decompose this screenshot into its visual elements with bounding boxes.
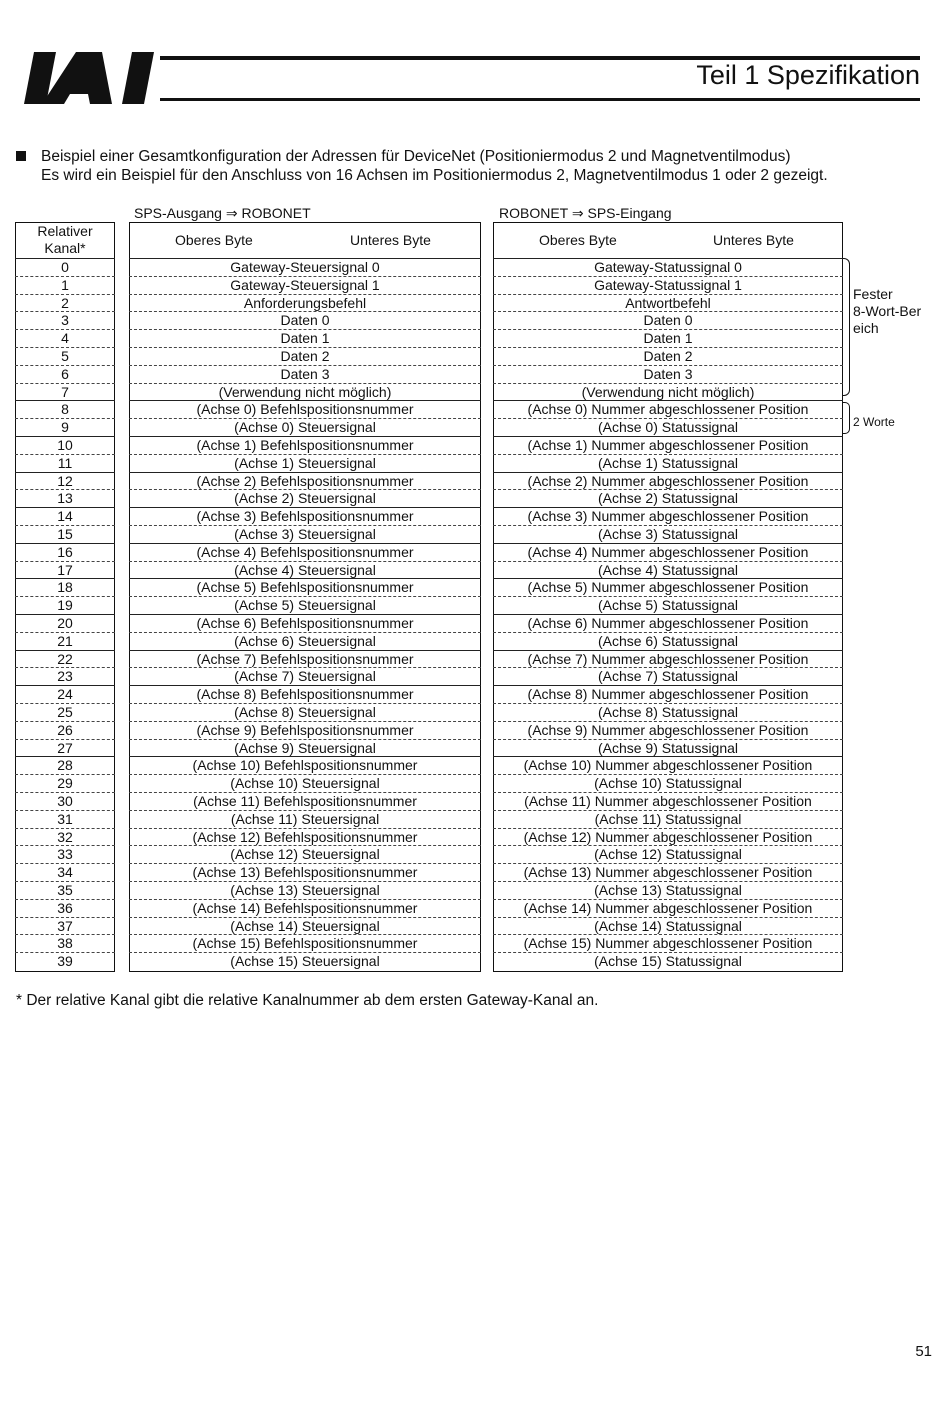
- output-cell: (Achse 11) Befehlspositionsnummer: [129, 792, 481, 810]
- output-cell: (Achse 4) Befehlspositionsnummer: [129, 543, 481, 561]
- input-cell: (Achse 12) Statussignal: [493, 845, 843, 863]
- input-cell: (Achse 15) Statussignal: [493, 952, 843, 970]
- input-cell: Daten 0: [493, 311, 843, 329]
- channel-header: Relativer Kanal*: [37, 223, 93, 256]
- output-cell: (Achse 12) Steuersignal: [129, 845, 481, 863]
- channel-cell: 18: [15, 578, 115, 596]
- channel-cell: 3: [15, 311, 115, 329]
- output-cell: (Achse 0) Befehlspositionsnummer: [129, 400, 481, 418]
- channel-cell: 35: [15, 881, 115, 899]
- channel-cell: 8: [15, 400, 115, 418]
- channel-cell: 16: [15, 543, 115, 561]
- output-cell: (Achse 3) Befehlspositionsnummer: [129, 507, 481, 525]
- input-cell: (Achse 13) Statussignal: [493, 881, 843, 899]
- output-cell: (Achse 9) Befehlspositionsnummer: [129, 721, 481, 739]
- output-cell: (Achse 14) Steuersignal: [129, 917, 481, 935]
- channel-cell: 27: [15, 739, 115, 757]
- input-cell: (Achse 6) Statussignal: [493, 632, 843, 650]
- output-cell: (Achse 5) Steuersignal: [129, 596, 481, 614]
- output-cell: (Achse 9) Steuersignal: [129, 739, 481, 757]
- intro-line-2: Es wird ein Beispiel für den Anschluss von 16 Achsen im Positioniermodus 2, Magnetventilmodus 1 oder 2 gezeigt.: [41, 167, 828, 184]
- input-cell: (Achse 11) Statussignal: [493, 810, 843, 828]
- header-rule-bottom: [160, 98, 920, 101]
- input-cell: (Achse 8) Statussignal: [493, 703, 843, 721]
- output-lower-byte-header: Unteres Byte: [350, 232, 431, 248]
- channel-cell: 38: [15, 934, 115, 952]
- channel-cell: 20: [15, 614, 115, 632]
- output-cell: (Achse 7) Steuersignal: [129, 667, 481, 685]
- page-title: Teil 1 Spezifikation: [696, 60, 920, 90]
- two-words-bracket: [843, 402, 850, 434]
- right-group-label: ROBONET ⇒ SPS-Eingang: [499, 205, 672, 221]
- iai-logo-graphic: [24, 52, 164, 104]
- channel-cell: 32: [15, 828, 115, 846]
- input-cell: (Achse 14) Statussignal: [493, 917, 843, 935]
- output-cell: (Achse 15) Befehlspositionsnummer: [129, 934, 481, 952]
- channel-cell: 36: [15, 899, 115, 917]
- input-cell: (Achse 9) Statussignal: [493, 739, 843, 757]
- output-upper-byte-header: Oberes Byte: [175, 232, 253, 248]
- input-cell: (Achse 2) Nummer abgeschlossener Position: [493, 472, 843, 490]
- channel-cell: 30: [15, 792, 115, 810]
- input-cell: (Achse 9) Nummer abgeschlossener Position: [493, 721, 843, 739]
- input-cell: Daten 1: [493, 329, 843, 347]
- output-cell: Daten 1: [129, 329, 481, 347]
- fester-label: Fester 8-Wort-Ber eich: [853, 286, 922, 336]
- channel-cell: 7: [15, 383, 115, 401]
- input-cell: (Verwendung nicht möglich): [493, 383, 843, 401]
- input-cell: (Achse 10) Statussignal: [493, 774, 843, 792]
- output-cell: (Achse 13) Befehlspositionsnummer: [129, 863, 481, 881]
- channel-cell: 22: [15, 650, 115, 668]
- channel-cell: 34: [15, 863, 115, 881]
- channel-cell: 23: [15, 667, 115, 685]
- channel-cell: 0: [15, 258, 115, 276]
- input-cell: (Achse 5) Nummer abgeschlossener Position: [493, 578, 843, 596]
- input-cell: (Achse 13) Nummer abgeschlossener Position: [493, 863, 843, 881]
- channel-cell: 1: [15, 276, 115, 294]
- input-cell: (Achse 10) Nummer abgeschlossener Position: [493, 756, 843, 774]
- input-upper-byte-header: Oberes Byte: [539, 232, 617, 248]
- output-cell: (Achse 6) Steuersignal: [129, 632, 481, 650]
- intro-text: [41, 147, 828, 185]
- channel-cell: 28: [15, 756, 115, 774]
- input-cell: (Achse 3) Nummer abgeschlossener Position: [493, 507, 843, 525]
- channel-cell: 14: [15, 507, 115, 525]
- output-cell: (Achse 2) Steuersignal: [129, 489, 481, 507]
- channel-cell: 24: [15, 685, 115, 703]
- channel-cell: 25: [15, 703, 115, 721]
- input-cell: Daten 2: [493, 347, 843, 365]
- input-cell: (Achse 0) Statussignal: [493, 418, 843, 436]
- intro-line-1: Beispiel einer Gesamtkonfiguration der Adressen für DeviceNet (Positioniermodus 2 und Magnetventilmodus): [41, 148, 791, 165]
- channel-cell: 6: [15, 365, 115, 383]
- input-cell: (Achse 4) Statussignal: [493, 561, 843, 579]
- channel-cell: 33: [15, 845, 115, 863]
- channel-cell: 2: [15, 294, 115, 312]
- input-cell: Daten 3: [493, 365, 843, 383]
- channel-cell: 9: [15, 418, 115, 436]
- output-cell: (Achse 14) Befehlspositionsnummer: [129, 899, 481, 917]
- output-cell: Daten 2: [129, 347, 481, 365]
- input-cell: (Achse 14) Nummer abgeschlossener Position: [493, 899, 843, 917]
- input-cell: (Achse 6) Nummer abgeschlossener Position: [493, 614, 843, 632]
- channel-cell: 17: [15, 561, 115, 579]
- output-cell: (Achse 1) Befehlspositionsnummer: [129, 436, 481, 454]
- channel-cell: 21: [15, 632, 115, 650]
- channel-cell: 15: [15, 525, 115, 543]
- bullet-square-icon: [16, 151, 26, 161]
- output-cell: (Achse 4) Steuersignal: [129, 561, 481, 579]
- input-cell: (Achse 4) Nummer abgeschlossener Position: [493, 543, 843, 561]
- input-cell: (Achse 7) Nummer abgeschlossener Position: [493, 650, 843, 668]
- output-cell: Anforderungsbefehl: [129, 294, 481, 312]
- output-cell: (Achse 5) Befehlspositionsnummer: [129, 578, 481, 596]
- input-cell: (Achse 1) Statussignal: [493, 454, 843, 472]
- input-cell: (Achse 3) Statussignal: [493, 525, 843, 543]
- input-cell: Gateway-Statussignal 1: [493, 276, 843, 294]
- output-cell: (Achse 15) Steuersignal: [129, 952, 481, 970]
- input-cell: (Achse 11) Nummer abgeschlossener Position: [493, 792, 843, 810]
- input-lower-byte-header: Unteres Byte: [713, 232, 794, 248]
- input-cell: (Achse 1) Nummer abgeschlossener Position: [493, 436, 843, 454]
- footnote: * Der relative Kanal gibt die relative Kanalnummer ab dem ersten Gateway-Kanal an.: [16, 992, 599, 1009]
- channel-cell: 37: [15, 917, 115, 935]
- output-cell: (Achse 1) Steuersignal: [129, 454, 481, 472]
- output-cell: (Achse 8) Befehlspositionsnummer: [129, 685, 481, 703]
- input-cell: (Achse 12) Nummer abgeschlossener Position: [493, 828, 843, 846]
- fester-bracket: [843, 258, 850, 396]
- channel-cell: 5: [15, 347, 115, 365]
- channel-cell: 26: [15, 721, 115, 739]
- channel-cell: 13: [15, 489, 115, 507]
- input-cell: (Achse 2) Statussignal: [493, 489, 843, 507]
- output-cell: (Verwendung nicht möglich): [129, 383, 481, 401]
- channel-cell: 12: [15, 472, 115, 490]
- output-cell: (Achse 12) Befehlspositionsnummer: [129, 828, 481, 846]
- output-cell: (Achse 10) Befehlspositionsnummer: [129, 756, 481, 774]
- output-cell: (Achse 10) Steuersignal: [129, 774, 481, 792]
- output-cell: Gateway-Steuersignal 0: [129, 258, 481, 276]
- output-cell: (Achse 0) Steuersignal: [129, 418, 481, 436]
- output-cell: Gateway-Steuersignal 1: [129, 276, 481, 294]
- input-cell: (Achse 15) Nummer abgeschlossener Position: [493, 934, 843, 952]
- output-cell: Daten 0: [129, 311, 481, 329]
- two-words-label: 2 Worte: [853, 415, 895, 429]
- input-cell: (Achse 7) Statussignal: [493, 667, 843, 685]
- channel-cell: 10: [15, 436, 115, 454]
- output-cell: Daten 3: [129, 365, 481, 383]
- output-cell: (Achse 8) Steuersignal: [129, 703, 481, 721]
- output-cell: (Achse 2) Befehlspositionsnummer: [129, 472, 481, 490]
- output-cell: (Achse 13) Steuersignal: [129, 881, 481, 899]
- input-cell: (Achse 5) Statussignal: [493, 596, 843, 614]
- channel-cell: 19: [15, 596, 115, 614]
- channel-cell: 29: [15, 774, 115, 792]
- input-cell: Antwortbefehl: [493, 294, 843, 312]
- output-cell: (Achse 7) Befehlspositionsnummer: [129, 650, 481, 668]
- input-cell: Gateway-Statussignal 0: [493, 258, 843, 276]
- left-group-label: SPS-Ausgang ⇒ ROBONET: [134, 205, 311, 221]
- output-cell: (Achse 6) Befehlspositionsnummer: [129, 614, 481, 632]
- channel-cell: 4: [15, 329, 115, 347]
- channel-cell: 31: [15, 810, 115, 828]
- channel-cell: 11: [15, 454, 115, 472]
- page-number: 51: [915, 1343, 932, 1360]
- channel-cell: 39: [15, 952, 115, 970]
- input-cell: (Achse 8) Nummer abgeschlossener Position: [493, 685, 843, 703]
- output-cell: (Achse 3) Steuersignal: [129, 525, 481, 543]
- input-cell: (Achse 0) Nummer abgeschlossener Position: [493, 400, 843, 418]
- output-cell: (Achse 11) Steuersignal: [129, 810, 481, 828]
